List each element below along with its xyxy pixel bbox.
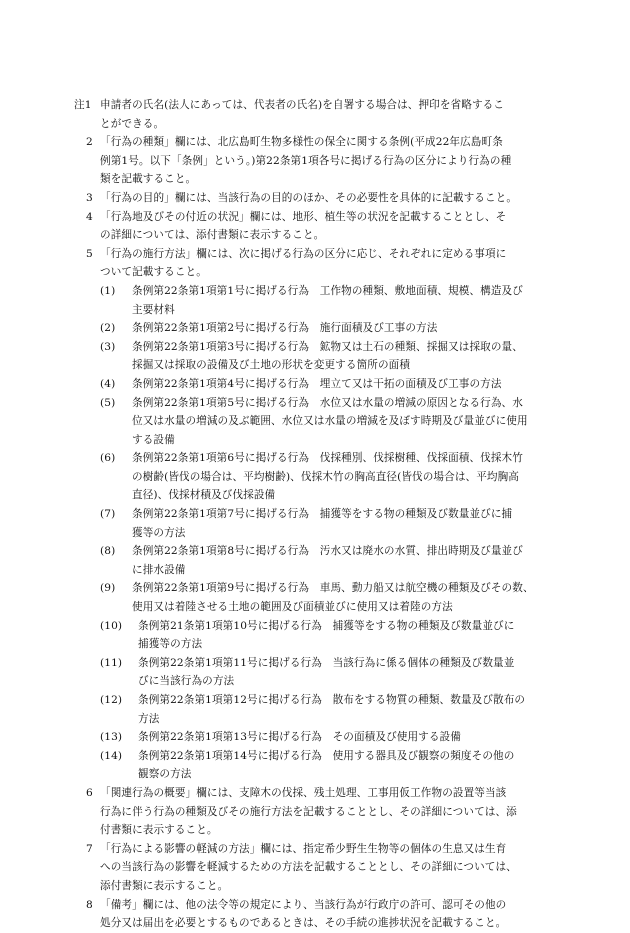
sub-item-line: 条例第22条第1項第4号に掲げる行為 埋立て又は干拓の面積及び工事の方法 [132, 377, 502, 390]
sub-item-line: 使用又は着陸させる土地の範囲及び面積並びに使用又は着陸の方法 [132, 601, 453, 614]
sub-item-12 [74, 691, 558, 728]
sub-item-11 [74, 654, 558, 691]
note-label: 注1 [74, 99, 92, 111]
note-line: 行為に伴う行為の種類及びその施行方法を記載することとし、その詳細については、添 [100, 805, 517, 818]
sub-item-line: 捕獲等の方法 [138, 638, 203, 651]
sub-item-line: 条例第22条第1項第5号に掲げる行為 水位又は水量の増減の原因となる行為、水 [132, 396, 523, 409]
note-2 [74, 133, 558, 189]
sub-item-line: 条例第22条第1項第2号に掲げる行為 施行面積及び工事の方法 [132, 322, 438, 335]
sub-item-label: (14) [100, 749, 123, 762]
sub-item-6 [74, 449, 558, 505]
note-6 [74, 784, 558, 840]
sub-item-line: 採掘又は採取の設備及び土地の形状を変更する箇所の面積 [132, 359, 411, 372]
sub-item-4 [74, 375, 558, 394]
sub-item-label: (5) [100, 396, 116, 409]
note-line: 「行為の種類」欄には、北広島町生物多様性の保全に関する条例(平成22年広島町条 [100, 136, 503, 149]
notes-list [74, 96, 558, 933]
note-label: 3 [86, 191, 93, 204]
note-line: 「行為の目的」欄には、当該行為の目的のほか、その必要性を具体的に記載すること。 [100, 191, 518, 204]
sub-item-label: (13) [100, 731, 123, 744]
note-8 [74, 896, 558, 933]
note-line: 「行為地及びその付近の状況」欄には、地形、植生等の状況を記載することとし、そ [100, 210, 507, 223]
sub-item-5 [74, 394, 558, 450]
sub-item-label: (8) [100, 545, 116, 558]
note-label: 4 [86, 210, 93, 223]
note-label: 6 [86, 786, 93, 799]
note-line: 例第1号。以下「条例」という。)第22条第1項各号に掲げる行為の区分により行為の種 [100, 154, 512, 167]
note-5 [74, 245, 558, 282]
sub-item-line: 主要材料 [132, 303, 175, 316]
sub-item-label: (1) [100, 284, 116, 297]
note-line: 添付書類に表示すること。 [100, 879, 229, 892]
note-7 [74, 840, 558, 896]
note-label: 2 [86, 136, 93, 149]
sub-item-line: 条例第22条第1項第13号に掲げる行為 その面積及び使用する設備 [138, 731, 461, 744]
note-line: ついて記載すること。 [100, 266, 207, 279]
sub-item-13 [74, 728, 558, 747]
sub-item-line: に排水設備 [132, 563, 186, 576]
note-line: 類を記載すること。 [100, 173, 197, 186]
sub-item-3 [74, 338, 558, 375]
note-line: への当該行為の影響を軽減するための方法を記載することとし、その詳細については、 [100, 861, 517, 874]
note-line: 「行為の施行方法」欄には、次に掲げる行為の区分に応じ、それぞれに定める事項に [100, 247, 507, 260]
note-line: の詳細については、添付書類に表示すること。 [100, 229, 325, 242]
sub-item-7 [74, 505, 558, 542]
note-line: 処分又は届出を必要とするものであるときは、その手続の進捗状況を記載すること。 [100, 917, 507, 930]
sub-item-label: (10) [100, 619, 123, 632]
sub-item-line: 条例第21条第1項第10号に掲げる行為 捕獲等をする物の種類及び数量並びに [138, 619, 515, 632]
note-label: 5 [86, 247, 93, 260]
note-3 [74, 189, 558, 208]
sub-item-line: 条例第22条第1項第7号に掲げる行為 捕獲等をする物の種類及び数量並びに捕 [132, 508, 513, 521]
sub-item-line: 獲等の方法 [132, 526, 186, 539]
sub-item-label: (3) [100, 340, 116, 353]
sub-item-line: 直径)、伐採材積及び伐採設備 [132, 489, 276, 502]
note-line: 付書類に表示すること。 [100, 824, 218, 837]
sub-item-line: びに当該行為の方法 [138, 675, 235, 688]
sub-item-label: (7) [100, 508, 116, 521]
sub-item-line: 条例第22条第1項第3号に掲げる行為 鉱物又は土石の種類、採掘又は採取の量、 [132, 340, 523, 353]
sub-item-line: の樹齢(皆伐の場合は、平均樹齢)、伐採木竹の胸高直径(皆伐の場合は、平均胸高 [132, 470, 519, 483]
sub-item-line: 条例第22条第1項第12号に掲げる行為 散布をする物質の種類、数量及び散布の [138, 694, 526, 706]
sub-item-label: (6) [100, 452, 116, 465]
note-4 [74, 208, 558, 245]
note-1 [74, 96, 558, 133]
sub-item-line: 条例第22条第1項第14号に掲げる行為 使用する器具及び観察の頻度その他の [138, 749, 515, 762]
note-line: 「備考」欄には、他の法令等の規定により、当該行為が行政庁の許可、認可その他の [100, 898, 507, 911]
sub-item-2 [74, 319, 558, 338]
note-line: とができる。 [100, 117, 165, 130]
sub-item-line: 条例第22条第1項第11号に掲げる行為 当該行為に係る個体の種類及び数量並 [138, 656, 515, 669]
sub-item-label: (12) [100, 694, 123, 706]
sub-item-label: (11) [100, 656, 123, 669]
sub-item-line: 観察の方法 [138, 768, 192, 781]
note-label: 8 [86, 898, 93, 911]
sub-item-line: 位又は水量の増減の及ぶ範囲、水位又は水量の増減を及ぼす時期及び量並びに使用 [132, 415, 528, 428]
sub-item-14 [74, 747, 558, 784]
sub-item-label: (4) [100, 377, 116, 390]
sub-item-label: (9) [100, 582, 116, 595]
sub-item-8 [74, 542, 558, 579]
sub-item-line: 方法 [138, 712, 160, 725]
sub-item-label: (2) [100, 322, 116, 335]
sub-item-line: 条例第22条第1項第9号に掲げる行為 車馬、動力船又は航空機の種類及びその数、 [132, 582, 534, 595]
note-label: 7 [86, 842, 93, 855]
note-line: 申請者の氏名(法人にあっては、代表者の氏名)を自署する場合は、押印を省略するこ [100, 99, 505, 111]
note-line: 「行為による影響の軽減の方法」欄には、指定希少野生生物等の個体の生息又は生育 [100, 842, 507, 855]
note-line: 「関連行為の概要」欄には、支障木の伐採、残土処理、工事用仮工作物の設置等当該 [100, 786, 507, 799]
sub-item-10 [74, 617, 558, 654]
sub-item-1 [74, 282, 558, 319]
sub-item-line: する設備 [132, 433, 175, 446]
sub-item-line: 条例第22条第1項第6号に掲げる行為 伐採種別、伐採樹種、伐採面積、伐採木竹 [132, 452, 523, 465]
sub-item-line: 条例第22条第1項第1号に掲げる行為 工作物の種類、敷地面積、規模、構造及び [132, 284, 523, 297]
sub-item-line: 条例第22条第1項第8号に掲げる行為 汚水又は廃水の水質、排出時期及び量並び [132, 545, 523, 558]
sub-item-9 [74, 579, 558, 616]
